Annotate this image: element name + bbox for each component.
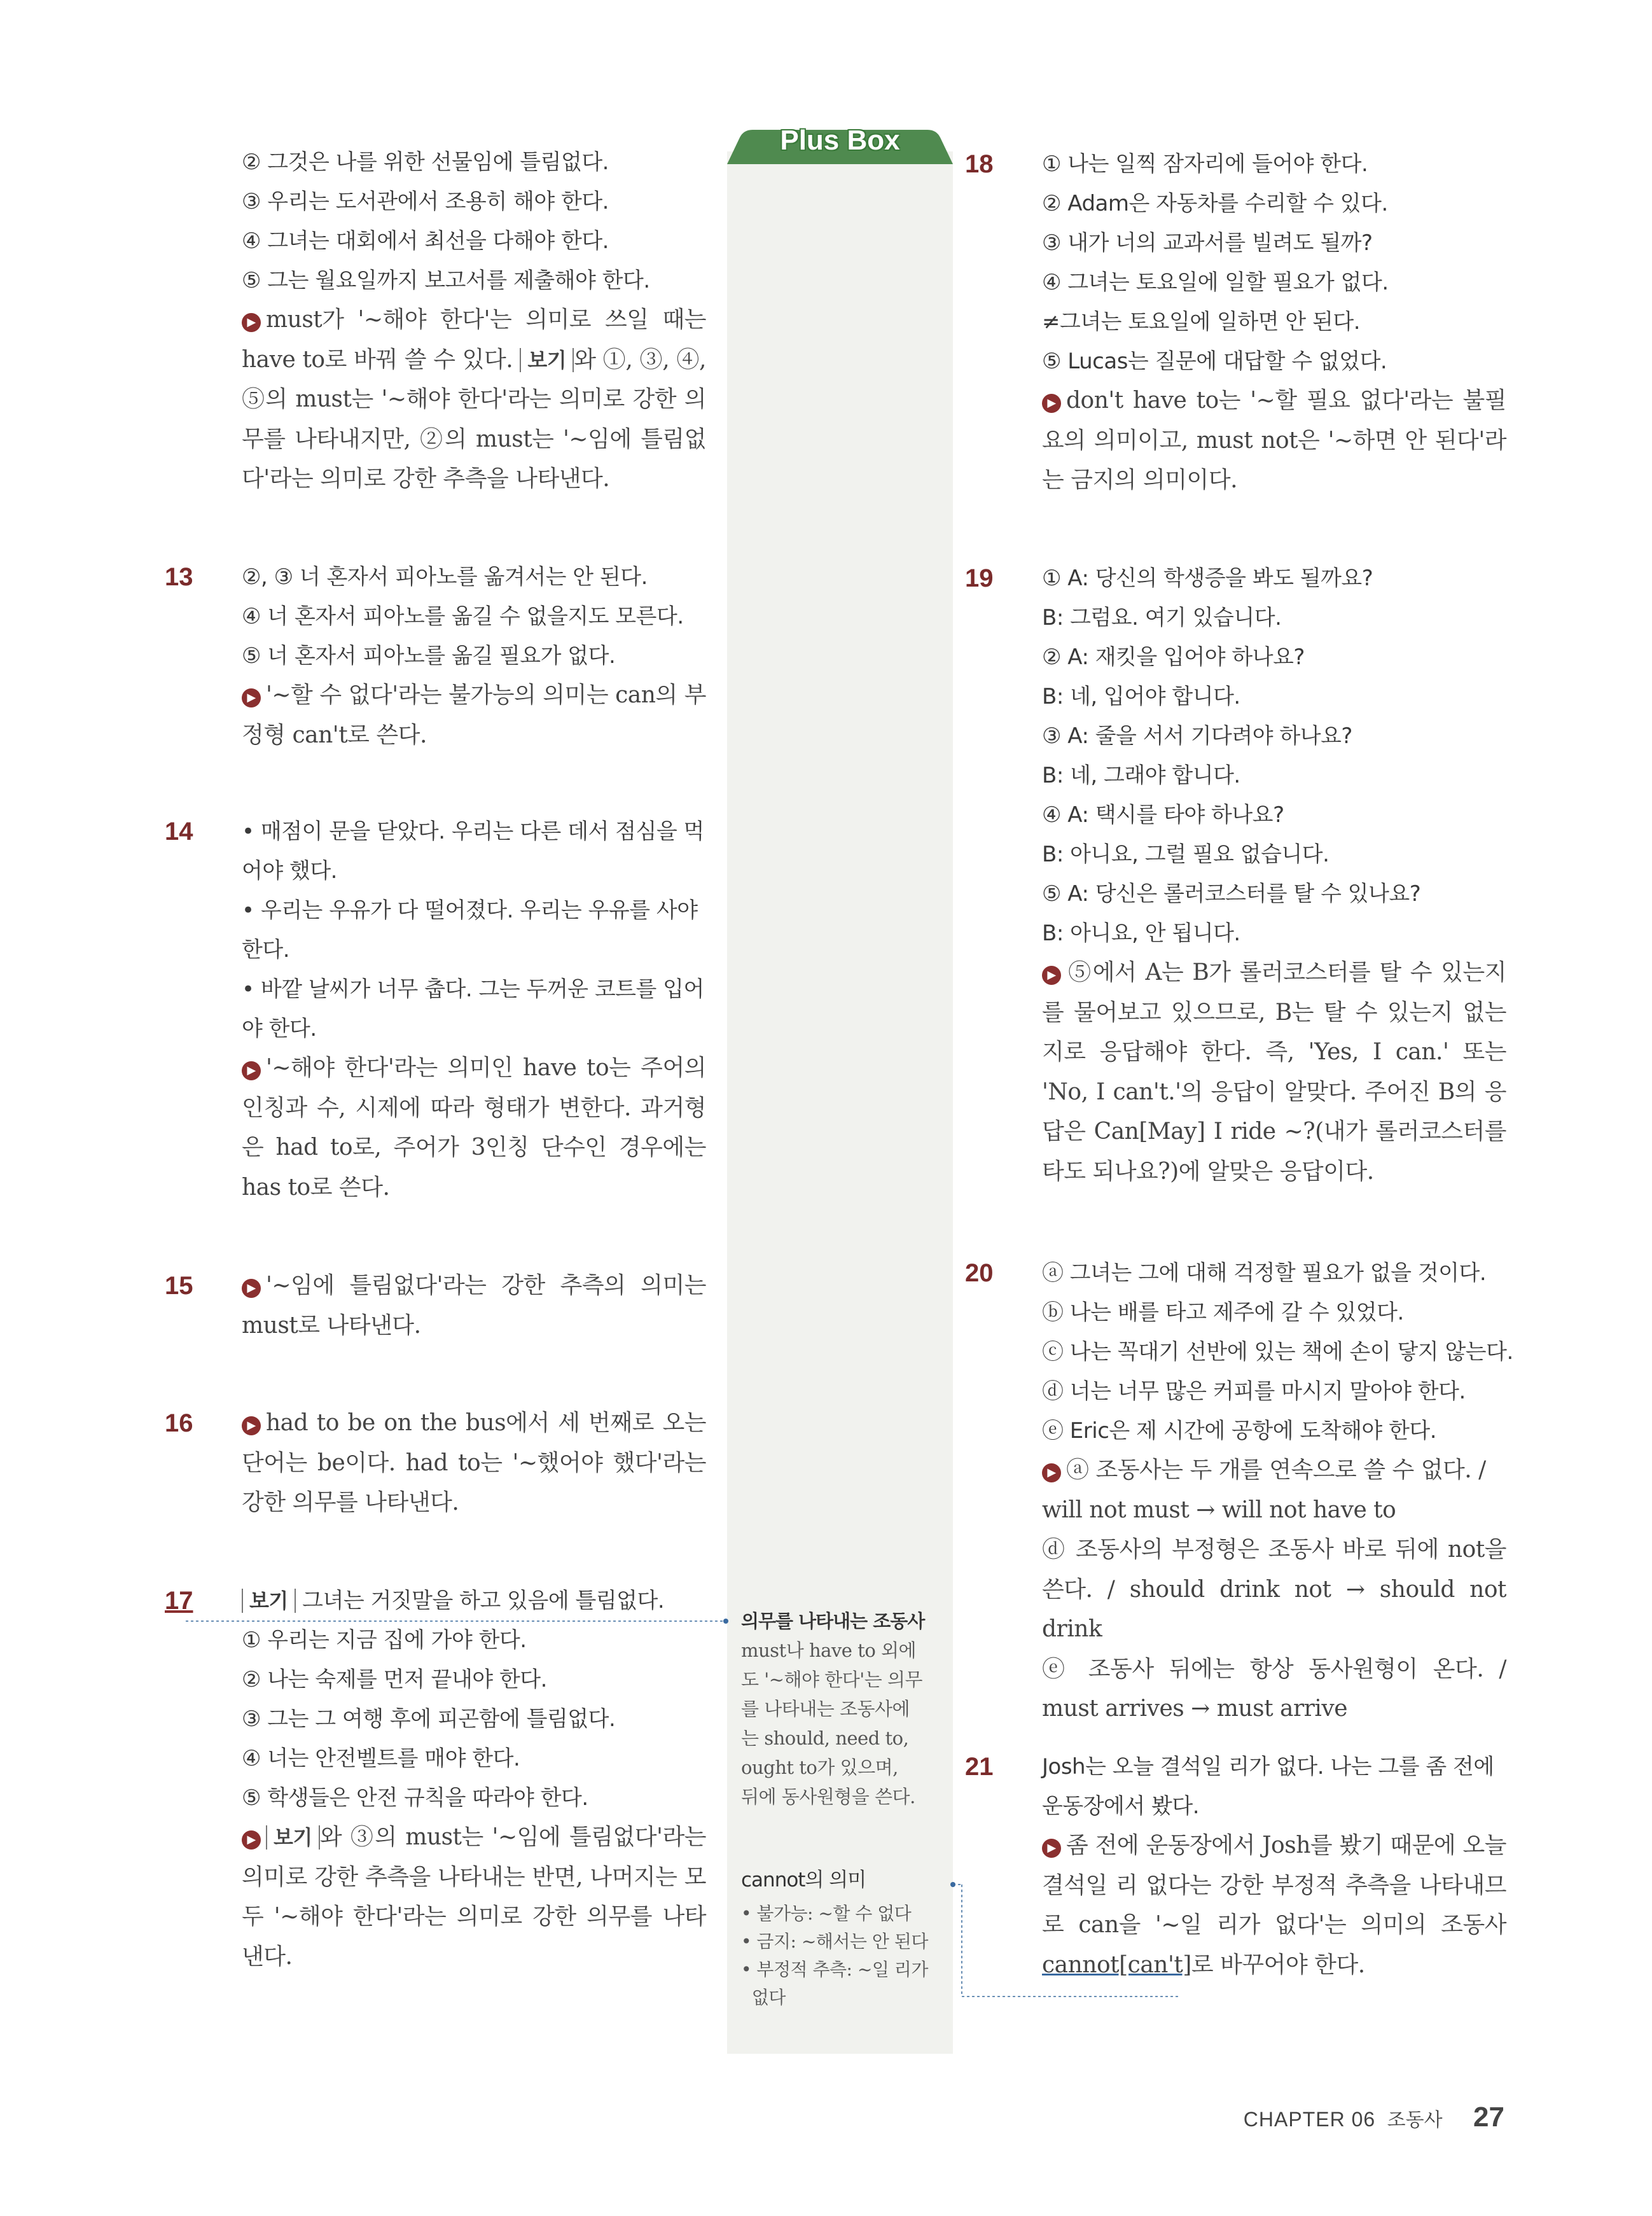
note-line: 는 should, need to,: [741, 1727, 909, 1749]
arrow-icon: ▶: [1042, 394, 1061, 413]
bogi-label: 보기: [266, 1825, 320, 1850]
answer-line: ⑤ Lucas는 질문에 대답할 수 없었다.: [1042, 349, 1387, 374]
answer-line: ⓔ Eric은 제 시간에 공항에 도착해야 한다.: [1042, 1418, 1437, 1444]
answer-line: ③ 내가 너의 교과서를 빌려도 될까?: [1042, 230, 1373, 256]
note-item: • 금지: ~해서는 안 된다: [741, 1931, 928, 1952]
explanation: [242, 1818, 706, 1977]
plus-box-title: Plus Box: [780, 125, 900, 156]
answer-line: ④ 너 혼자서 피아노를 옮길 수 없을지도 모른다.: [242, 604, 684, 629]
answer-line: B: 네, 입어야 합니다.: [1042, 684, 1240, 709]
arrow-icon: ▶: [1042, 1463, 1061, 1482]
explanation-text: ⓐ 조동사는 두 개를 연속으로 쓸 수 없다. /: [1066, 1457, 1486, 1483]
answer-line: B: 아니요, 그럴 필요 없습니다.: [1042, 842, 1329, 867]
question-number: 13: [165, 563, 193, 591]
answer-line: Josh는 오늘 결석일 리가 없다. 나는 그를 좀 전에: [1042, 1754, 1494, 1780]
explanation-text: must가 '~해야 한다'는 의미로 쓰일 때는 have to로 바꿔 쓸 수 있다.: [242, 307, 706, 373]
explanation-line: ⓔ 조동사 뒤에는 항상 동사원형이 온다. / must arrives → must arrive: [1042, 1655, 1506, 1722]
question-number: 15: [165, 1272, 193, 1300]
note-item: 없다: [741, 1987, 786, 2008]
answer-line: ① 나는 일찍 잠자리에 들어야 한다.: [1042, 151, 1368, 177]
answer-line: ⑤ 학생들은 안전 규칙을 따라야 한다.: [242, 1785, 588, 1811]
answer-item: • 매점이 문을 닫았다. 우리는 다른 데서 점심을 먹어야 했다.: [242, 819, 704, 884]
answer-line: ④ 그녀는 토요일에 일할 필요가 없다.: [1042, 270, 1389, 295]
page-number: 27: [1473, 2101, 1504, 2133]
answer-line: ① 우리는 지금 집에 가야 한다.: [242, 1627, 527, 1653]
answer-line: ① A: 당신의 학생증을 봐도 될까요?: [1042, 566, 1373, 591]
note-item: • 부정적 추측: ~일 리가: [741, 1959, 928, 1980]
explanation: [242, 676, 706, 755]
arrow-icon: ▶: [242, 1061, 261, 1080]
arrow-icon: ▶: [1042, 1839, 1061, 1858]
note-title: cannot의 의미: [741, 1869, 866, 1892]
answer-line: ③ 그는 그 여행 후에 피곤함에 틀림없다.: [242, 1706, 616, 1732]
note-line: 를 나타내는 조동사에: [741, 1698, 910, 1720]
cannot-underlined: cannot[can't]: [1042, 1951, 1191, 1978]
answer-line: ② 나는 숙제를 먼저 끝내야 한다.: [242, 1667, 547, 1692]
question-17: [167, 1581, 707, 1977]
answer-line: ③ 우리는 도서관에서 조용히 해야 한다.: [242, 189, 609, 214]
note-line: must나 have to 외에: [741, 1640, 917, 1661]
arrow-icon: ▶: [242, 688, 261, 707]
explanation-text: don't have to는 '~할 필요 없다'라는 불필요의 의미이고, must not은 '~하면 안 된다'라는 금지의 의미이다.: [1042, 387, 1506, 493]
answer-line: ④ A: 택시를 타야 하나요?: [1042, 802, 1284, 828]
note-item: • 불가능: ~할 수 없다: [741, 1903, 912, 1924]
plus-box-tab: [727, 125, 953, 164]
note-line: 뒤에 동사원형을 쓴다.: [741, 1786, 915, 1808]
chapter-label: CHAPTER 06: [1243, 2108, 1376, 2131]
answer-line: ⓑ 나는 배를 타고 제주에 갈 수 있었다.: [1042, 1300, 1404, 1325]
question-number: 17: [165, 1587, 193, 1615]
plus-note-obligation: [741, 1606, 945, 1811]
bogi-label: 보기: [520, 348, 574, 372]
answer-line: ⓐ 그녀는 그에 대해 걱정할 필요가 없을 것이다.: [1042, 1260, 1487, 1286]
answer-line: B: 그럼요. 여기 있습니다.: [1042, 605, 1282, 631]
question-number: 14: [165, 818, 193, 846]
explanation: [242, 1404, 706, 1523]
answer-line: ④ 너는 안전벨트를 매야 한다.: [242, 1746, 520, 1771]
explanation-text: '~할 수 없다'라는 불가능의 의미는 can의 부정형 can't로 쓴다.: [242, 682, 706, 748]
explanation-text: ⑤에서 A는 B가 롤러코스터를 탈 수 있는지를 물어보고 있으므로, B는 탈 수 있는지 없는지로 응답해야 한다. 즉, 'Yes, I can.' 또는 'No, I can't.'의 응답이 알맞다. 주어진 B의 응답은 Can[May] I ride ~?(내가 롤러코스터를 타도 되나요?)에 알맞은 응답이다.: [1042, 959, 1506, 1185]
question-number: 21: [965, 1753, 994, 1781]
plus-note-cannot: [741, 1865, 945, 2012]
explanation-line: ⓓ 조동사의 부정형은 조동사 바로 뒤에 not을 쓴다. / should drink not → should not drink: [1042, 1537, 1506, 1642]
note-line: 도 '~해야 한다'는 의무: [741, 1669, 923, 1690]
answer-item: • 바깥 날씨가 너무 춥다. 그는 두꺼운 코트를 입어야 한다.: [242, 977, 704, 1042]
question-21: [967, 1747, 1508, 1985]
explanation-text: '~임에 틀림없다'라는 강한 추측의 의미는 must로 나타낸다.: [242, 1272, 706, 1339]
explanation-text: had to be on the bus에서 세 번째로 오는 단어는 be이다. had to는 '~했어야 했다'라는 강한 의무를 나타낸다.: [242, 1410, 706, 1516]
answer-text: 그녀는 거짓말을 하고 있음에 틀림없다.: [302, 1588, 665, 1613]
answer-line: ④ 그녀는 대회에서 최선을 다해야 한다.: [242, 228, 609, 254]
bogi-label: 보기: [242, 1589, 296, 1613]
answer-line: ⑤ 너 혼자서 피아노를 옮길 필요가 없다.: [242, 643, 616, 669]
question-20: [965, 1253, 1513, 1729]
question-19: [967, 559, 1508, 1192]
note-title: 의무를 나타내는 조동사: [741, 1610, 925, 1632]
answer-line: B: 네, 그래야 합니다.: [1042, 763, 1240, 788]
explanation: [1042, 381, 1506, 501]
explanation-text: 좀 전에 운동장에서 Josh를 봤기 때문에 오늘 결석일 리 없다는 강한 부정적 추측을 나타내므로 can을 '~일 리가 없다'는 의미의 조동사: [1042, 1832, 1506, 1938]
answer-line: ⓓ 너는 너무 많은 커피를 마시지 말아야 한다.: [1042, 1379, 1466, 1404]
arrow-icon: ▶: [1042, 966, 1061, 985]
answer-line: ⓒ 나는 꼭대기 선반에 있는 책에 손이 닿지 않는다.: [1042, 1339, 1513, 1365]
answer-line: ② Adam은 자동차를 수리할 수 있다.: [1042, 191, 1388, 216]
explanation: [1042, 1451, 1506, 1491]
explanation-text: 로 바꾸어야 한다.: [1191, 1951, 1365, 1978]
answer-line: [242, 1581, 706, 1620]
explanation-text: 와 ①, ③, ④, ⑤의 must는 '~해야 한다'라는 의미로 강한 의무를 나타내지만, ②의 must는 '~임에 틀림없다'라는 의미로 강한 추측을 나타낸다.: [242, 346, 706, 492]
question-number: 20: [965, 1259, 994, 1287]
explanation: [1042, 1826, 1506, 1985]
answer-line: 운동장에서 봤다.: [1042, 1794, 1200, 1819]
explanation-text: 와 ③의 must는 '~임에 틀림없다'라는 의미로 강한 추측을 나타내는 반면, 나머지는 모두 '~해야 한다'라는 의미로 강한 의무를 나타낸다.: [242, 1824, 706, 1970]
question-number: 18: [965, 150, 994, 178]
answer-line: ② 그것은 나를 위한 선물임에 틀림없다.: [242, 150, 609, 175]
connector-dot: [723, 1619, 728, 1624]
answer-line: ③ A: 줄을 서서 기다려야 하나요?: [1042, 723, 1352, 749]
explanation: [242, 1049, 706, 1208]
question-15: [167, 1266, 707, 1346]
explanation: [242, 1266, 706, 1346]
question-number: 19: [965, 564, 994, 592]
explanation: [242, 300, 706, 499]
answer-line: ⑤ A: 당신은 롤러코스터를 탈 수 있나요?: [1042, 881, 1421, 907]
answer-line: B: 아니요, 안 됩니다.: [1042, 921, 1240, 946]
explanation-line: will not must → will not have to: [1042, 1496, 1396, 1523]
note-line: ought to가 있으며,: [741, 1757, 898, 1778]
answer-line: ⑤ 그는 월요일까지 보고서를 제출해야 한다.: [242, 268, 650, 293]
answer-item: • 우리는 우유가 다 떨어졌다. 우리는 우유를 사야 한다.: [242, 898, 698, 963]
question-16: [167, 1404, 707, 1523]
question-12-continued: [167, 143, 707, 499]
arrow-icon: ▶: [242, 1416, 261, 1435]
question-13: [167, 557, 707, 755]
chapter-topic: 조동사: [1387, 2109, 1443, 2131]
arrow-icon: ▶: [242, 1830, 261, 1850]
explanation-text: '~해야 한다'라는 의미인 have to는 주어의 인칭과 수, 시제에 따라 형태가 변한다. 과거형은 had to로, 주어가 3인칭 단수인 경우에는 has to로 쓴다.: [242, 1055, 706, 1201]
question-number: 16: [165, 1409, 193, 1437]
arrow-icon: ▶: [242, 1279, 261, 1298]
question-18: [967, 144, 1508, 501]
question-14: [167, 812, 707, 1208]
explanation: [1042, 953, 1506, 1192]
arrow-icon: ▶: [242, 313, 261, 332]
page-footer: [1244, 2101, 1504, 2133]
answer-line: ≠그녀는 토요일에 일하면 안 된다.: [1042, 309, 1360, 335]
answer-line: ②, ③ 너 혼자서 피아노를 옮겨서는 안 된다.: [242, 564, 648, 590]
connector-dot: [950, 1882, 955, 1887]
answer-line: ② A: 재킷을 입어야 하나요?: [1042, 645, 1305, 670]
